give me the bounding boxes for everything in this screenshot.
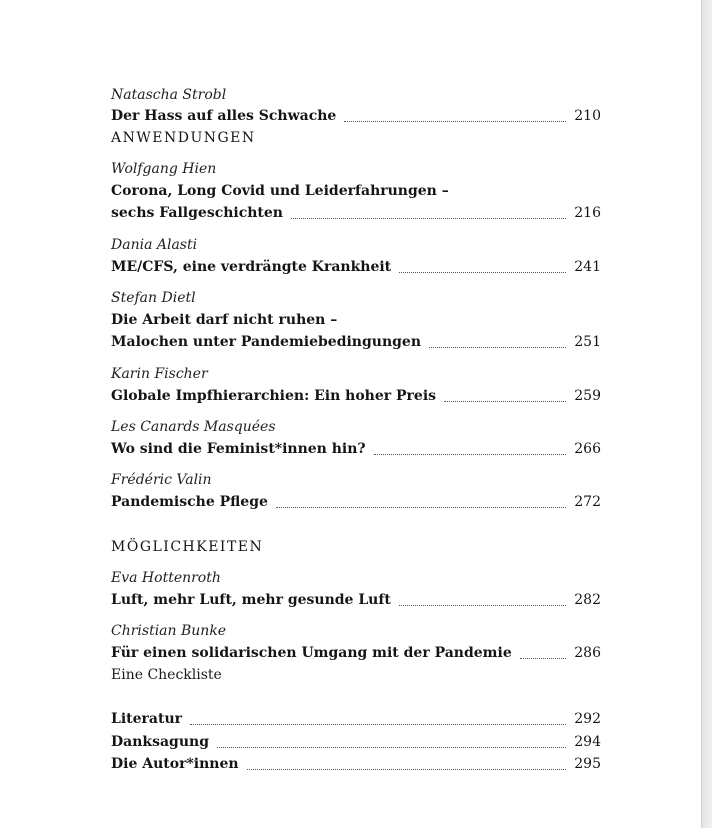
toc-entry	[111, 106, 601, 126]
entry-page-number: 210	[574, 108, 601, 124]
entry-title: Für einen solidarischen Umgang mit der Pandemie	[111, 645, 512, 661]
entry-page-number: 294	[574, 734, 601, 750]
entry-author: Eva Hottenroth	[111, 570, 221, 586]
page-edge-shadow	[701, 0, 712, 828]
dot-leader	[190, 724, 566, 725]
toc-entry	[111, 386, 601, 406]
entry-author: Dania Alasti	[111, 237, 198, 253]
entry-title: Der Hass auf alles Schwache	[111, 108, 337, 124]
entry-title: sechs Fallgeschichten	[111, 205, 283, 221]
toc-entry	[111, 439, 601, 459]
entry-page-number: 266	[574, 441, 601, 457]
entry-title: Globale Impfhierarchien: Ein hoher Preis	[111, 388, 437, 404]
entry-page-number: 272	[574, 494, 601, 510]
entry-title: Pandemische Pflege	[111, 494, 268, 510]
dot-leader	[444, 401, 566, 402]
entry-page-number: 292	[574, 711, 601, 727]
toc-entry-literatur	[111, 709, 601, 729]
toc-entry	[111, 643, 601, 663]
entry-title-line: Die Arbeit darf nicht ruhen –	[111, 312, 338, 328]
entry-author: Christian Bunke	[111, 623, 227, 639]
entry-page-number: 259	[574, 388, 601, 404]
dot-leader	[344, 121, 566, 122]
entry-page-number: 216	[574, 205, 601, 221]
dot-leader	[217, 747, 566, 748]
entry-title-line: Corona, Long Covid und Leiderfahrungen –	[111, 183, 449, 199]
toc-entry	[111, 203, 601, 223]
dot-leader	[399, 605, 566, 606]
entry-author: Karin Fischer	[111, 366, 208, 382]
section-heading-moeglichkeiten: MÖGLICHKEITEN	[111, 539, 264, 555]
toc-entry-danksagung	[111, 732, 601, 752]
entry-page-number: 251	[574, 334, 601, 350]
toc-entry	[111, 257, 601, 277]
entry-title: Literatur	[111, 711, 183, 727]
toc-entry	[111, 332, 601, 352]
entry-author: Les Canards Masquées	[111, 419, 276, 435]
dot-leader	[520, 658, 567, 659]
entry-author: Frédéric Valin	[111, 472, 212, 488]
entry-title: Wo sind die Feminist*innen hin?	[111, 441, 366, 457]
dot-leader	[291, 218, 566, 219]
entry-subtitle: Eine Checkliste	[111, 667, 222, 683]
dot-leader	[374, 454, 567, 455]
entry-author: Stefan Dietl	[111, 290, 196, 306]
entry-title: Die Autor*innen	[111, 756, 239, 772]
dot-leader	[429, 347, 566, 348]
entry-author: Wolfgang Hien	[111, 161, 217, 177]
entry-author: Natascha Strobl	[111, 87, 227, 103]
entry-title: Malochen unter Pandemiebedingungen	[111, 334, 422, 350]
toc-entry	[111, 590, 601, 610]
entry-page-number: 241	[574, 259, 601, 275]
toc-entry-autorinnen	[111, 754, 601, 774]
entry-title: Luft, mehr Luft, mehr gesunde Luft	[111, 592, 391, 608]
entry-page-number: 282	[574, 592, 601, 608]
dot-leader	[399, 272, 566, 273]
entry-page-number: 286	[574, 645, 601, 661]
toc-entry	[111, 492, 601, 512]
entry-title: Danksagung	[111, 734, 209, 750]
section-heading-anwendungen: ANWENDUNGEN	[111, 130, 256, 146]
entry-page-number: 295	[574, 756, 601, 772]
entry-title: ME/CFS, eine verdrängte Krankheit	[111, 259, 392, 275]
dot-leader	[276, 507, 566, 508]
dot-leader	[247, 769, 567, 770]
